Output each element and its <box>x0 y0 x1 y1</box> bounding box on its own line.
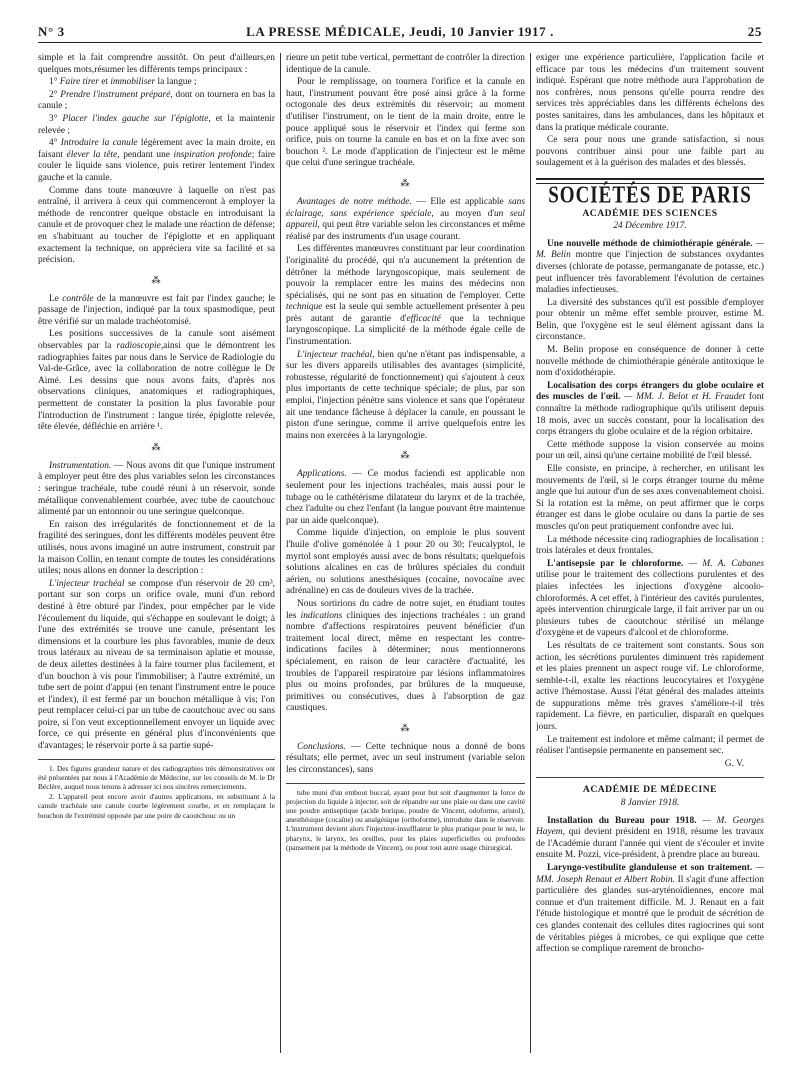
column-3 <box>536 53 764 1053</box>
paragraph: Laryngo-vestibulite glanduleuse et son traitement. — MM. Joseph Renaut et Albert Robin. Il s'agit d'une affection particulière des glandes sus-aryténoïdiennes, encore mal connue et d'un traitement difficile. M. J. Renaut en a fait l'étude histologique et montré que le produit de sécrétion de ces glandes contenait des cellules dites ragiocrines qui sont de véritables pièges à microbes, ce qui explique que cette affection se complique rarement de broncho- <box>536 863 764 955</box>
academy-heading: ACADÉMIE DES SCIENCES <box>582 207 718 219</box>
step-4: 4° Introduire la canule légèrement avec la main droite, en faisant élever la tête, pendant une inspiration profonde; faire couler le liquide sans violence, puis retirer lentement l'index gauche et la canule. <box>38 138 275 183</box>
paragraph: M. Belin propose en conséquence de donner à cette nouvelle méthode de chimiothérapie générale antitoxique le nom d'oxidothérapie. <box>536 345 764 379</box>
page-header <box>38 20 762 43</box>
footnote-divider <box>38 759 275 760</box>
paragraph: rieure un petit tube vertical, permettant de contrôler la direction identique de la canule. <box>286 53 525 75</box>
academy-heading: ACADÉMIE DE MÉDECINE <box>582 784 718 796</box>
section-stars: ⁂ <box>400 177 411 188</box>
paragraph: Instrumentation. — Nous avons dit que l'unique instrument à employer peut être des plus variables selon les circonstances : seringue trachéale, tube coudé réuni à un réservoir, sonde métallique convenablement courbée, avec tube de caoutchouc alimenté par un entonnoir ou une seringue quelconque. <box>38 460 275 518</box>
step-3: 3° Placer l'index gauche sur l'épiglotte, et la maintenir relevée ; <box>38 113 275 136</box>
meeting-date: 8 Janvier 1918. <box>620 798 680 809</box>
journal-title: LA PRESSE MÉDICALE, Jeudi, 10 Janvier 1917 . <box>246 24 554 39</box>
paragraph: Nous sortirions du cadre de notre sujet, en étudiant toutes les indications cliniques des injections trachéales : un grand nombre d'affections respiratoires peuvent bénéficier d'un traitement local direct, même en respectant les contre-indications faciles à déterminer; nous mentionnerons spécialement, en raison de leur caractère d'actualité, les troubles de l'appareil respiratoire par lésions inflammatoires plus ou moins profondes, par brûlures de la muqueuse, primitives ou consécutives, dues à l'absorption de gaz caustiques. <box>286 598 525 714</box>
paragraph: En raison des irrégularités de fonctionnement et de la fragilité des seringues, dont les différents modèles peuvent être utilisés, nous avons imaginé un autre instrument, construit par la maison Collin, en tenant compte de toutes les considérations utiles; nous allons en donner la description : <box>38 519 275 577</box>
paragraph: simple et la fait comprendre aussitôt. On peut d'ailleurs,en quelques mots,résumer les différents temps principaux : <box>38 53 275 75</box>
paragraph: Le traitement est indolore et même calmant; il permet de réaliser l'antisepsie permanente en pansement sec. <box>536 734 764 757</box>
paragraph: Comme liquide d'injection, on emploie le plus souvent l'huile d'olive goménolée à 1 pour 20 ou 30; l'eucalyptol, le myrtol sont employés aussi avec de bons résultats; quelquefois solutions alcalines en cas de brûlures spéciales du conduit aérien, ou solutions anesthésiques (cocaïne, novocaïne avec adrénaline) en cas de douleurs vives de la trachée. <box>286 528 525 597</box>
paragraph: Une nouvelle méthode de chimiothérapie générale. — M. Belin montre que l'injection de substances oxydantes diverses (chlorate de potasse, permanganate de potasse, etc.) peut influencer très favorablement l'évolution de certaines maladies infectieuses. <box>536 238 764 296</box>
step-2: 2° Prendre l'instrument préparé, dont on tournera en bas la canule ; <box>38 89 275 112</box>
paragraph: Le contrôle de la manœuvre est fait par l'index gauche; le passage de l'injection, indiqué par la toux spasmodique, peut être vérifié sur un malade trachéotomisé. <box>38 293 275 327</box>
paragraph: L'injecteur trachéal, bien qu'ne n'étant pas indispensable, a sur les divers appareils utilisables des avantages (simplicité, robustesse, régularité de fonctionnement) qui s'ajoutent à ceux plus importants de cette technique spéciale; de plus, par son emploi, l'injection pénètre sans violence et sans que l'opérateur ait une tendance fâcheuse à déplacer la canule, en poussant le piston d'une seringue, comme il arrive quelquefois entre les mains non exercées à la laryngologie. <box>286 349 525 441</box>
section-stars: ⁂ <box>151 274 162 285</box>
paragraph: Les résultats de ce traitement sont constants. Sous son action, les sécrétions purulentes diminuent très rapidement et les plaies prennent un aspect rouge vif. Le chloroforme, semble-t-il, exalte les réactions leucocytaires et l'oxygène active l'hémostase. Aussi l'état général des malades atteints de suppurations même très graves s'améliore-t-il très rapidement. La fièvre, en particulier, disparaît en quelques jours. <box>536 640 764 733</box>
paragraph: Les positions successives de la canule sont aisément observables par la radioscopie,ainsi que le démontrent les radiographies faites par nous dans le Service de Radiologie du Val-de-Grâce, avec la collaboration de notre collègue le Dr Aimé. Les dessins que nous avons faits, d'après nos observations cliniques, anatomiques et radiographiques, permettent de constater la position la plus favorable pour l'introduction de l'instrument : langue tirée, épiglotte relevée, tête élevée, défléchie en arrière ¹. <box>38 329 275 433</box>
meeting-date: 24 Décembre 1917. <box>613 221 687 232</box>
author-initials: G. V. <box>724 758 744 769</box>
paragraph: Localisation des corps étrangers du globe oculaire et des muscles de l'œil. — MM. J. Belot et H. Fraudet font connaître la méthode radiographique qu'ils utilisent depuis 18 mois, avec un succès constant, pour la localisation des corps étrangers du globe oculaire et de la région orbitaire. <box>536 380 764 438</box>
section-divider <box>536 777 764 778</box>
paragraph: Pour le remplissage, on tournera l'orifice et la canule en haut, l'instrument pouvant être posé ainsi grâce à la forme octogonale des deux extrémités du réservoir; au moment d'utiliser l'instrument, on le tient de la main droite, entre le pouce appliqué sous le réservoir et l'index qui ferme son orifice, puis on tourne la canule en bas et on la fixe avec son bouchon ². Le mode d'application de l'injecteur est le même que celui d'une seringue trachéale. <box>286 77 525 169</box>
paragraph: Comme dans toute manœuvre à laquelle on n'est pas entraîné, il arrivera à ceux qui commenceront à employer la méthode de rencontrer quelque obstacle en introduisant la canule et de provoquer chez le malade une réaction de défense; en s'habituant au toucher de l'épiglotte et en appliquant exactement la technique, on appréciera vite sa facilité et sa précision. <box>38 185 275 266</box>
column-divider <box>530 53 531 1053</box>
page-number: 25 <box>747 24 762 39</box>
footnote-continued: tube muni d'un embout buccal, ayant pour but soit d'augmenter la force de projection du liquide à injecter, soit de répandre sur une plaie ou dans une cavité une poudre antiseptique (acide borique, poudre de Vincent, odoforme, aristol), anesthésique (cocaïne) ou analgésique (orthoforme), introduite dans le réservoir. L'instrument devient alors l'injecteur-insufflateur le plus pratique pour le nez, le pharynx, le larynx, les oreilles, pour les plaies superficielles ou profondes (pansement par la méthode de Vincent), ou pour tout autre usage chirurgical. <box>286 787 525 852</box>
section-heading: SOCIÉTÉS DE PARIS <box>548 182 752 209</box>
step-1: 1° Faire tirer et immobiliser la langue ; <box>49 77 197 88</box>
column-2 <box>286 53 525 1053</box>
paragraph: Ce sera pour nous une grande satisfaction, si nous pouvons contribuer ainsi pour une faible part au soulagement et à la guérison des malades et des blessés. <box>536 135 764 169</box>
paragraph: Les différentes manœuvres constituant par leur coordination l'originalité du procédé, qui n'a aucunement la prétention de détrôner la méthode laryngoscopique, mais seulement de pouvoir la remplacer entre les mains des médecins non spécialisés, qui ne sont pas en situation de l'employer. Cette technique est la seule qui semble actuellement présenter à peu près autant de garantie d'efficacité que la technique laryngoscopique. La simplicité de la méthode égale celle de l'instrumentation. <box>286 244 525 348</box>
footnote-divider <box>286 783 525 784</box>
paragraph: La méthode nécessite cinq radiographies de localisation : trois latérales et deux frontales. <box>536 534 764 557</box>
paragraph: Applications. — Ce modus faciendi est applicable non seulement pour les injections trachéales, mais aussi pour le tubage ou le cathétérisme dilatateur du larynx et de la trachée, chez l'adulte ou chez l'enfant (la langue pouvant être maintenue par un aide quelconque). <box>286 469 525 526</box>
paragraph: Elle consiste, en principe, à rechercher, en utilisant les mouvements de l'œil, si le corps étranger tourne du même angle que lui autour d'un de ses axes convenablement choisi. Si la rotation est la même, on peut affirmer que le corps étranger est dans le globe oculaire ou dans la partie de ses muscles qu'on peut pratiquement confondre avec lui. <box>536 464 764 532</box>
footnote-2: 2. L'appareil peut encore avoir d'autres applications, en substituant à la canule trachéale une canule courbe légèrement courbe, et en remplaçant le bouchon de l'extrémité opposée par une poire de caoutchouc ou un <box>38 792 275 820</box>
paragraph: Conclusions. — Cette technique nous a donné de bons résultats; elle permet, avec un seul instrument (variable selon les circonstances), sans <box>286 741 525 776</box>
section-stars: ⁂ <box>400 450 411 461</box>
column-divider <box>280 53 281 1053</box>
paragraph: exiger une expérience particulière, l'application facile et efficace par tous les médecins d'un traitement souvent indiqué. Espérant que notre méthode aura l'approbation de nos confrères, nous pensons qu'elle pourra rendre des services très appréciables dans les différents échelons des postes sanitaires, dans les ambulances, dans les hôpitaux et dans la pratique médicale courante. <box>536 53 764 133</box>
section-stars: ⁂ <box>400 722 411 733</box>
column-1 <box>38 53 275 1053</box>
paragraph: L'antisepsie par le chloroforme. — M. A. Cabanes utilise pour le traitement des collections purulentes et des plaies infectées les injections d'oxygène alcoolo-chloroformés. A cet effet, à l'intérieur des cavités purulentes, après intervention chirurgicale large, il fait arriver par un ou plusieurs tubes de caoutchouc stérilisé un mélange d'oxygène et de vapeurs d'alcool et de chloroforme. <box>536 558 764 639</box>
section-stars: ⁂ <box>151 441 162 452</box>
paragraph: La diversité des substances qu'il est possible d'employer pour obtenir un même effet semble prouver, estime M. Belin, que l'oxygène est le seul élément agissant dans la circonstance. <box>536 297 764 343</box>
footnote-1: 1. Des figures grandeur nature et des radiographies très démonstratives ont été présentées par nous à l'Académie de Médecine, sur les conseils de M. le Dr Béclère, auquel nous tenons à adresser ici nos sincères remerciements. <box>38 763 275 792</box>
paragraph: Avantages de notre méthode. — Elle est applicable sans éclairage, sans expérience spéciale, au moyen d'un seul appareil, qui peut être variable selon les circonstances et même réalisé par des instruments d'un usage courant. <box>286 196 525 242</box>
paragraph: Installation du Bureau pour 1918. — M. Georges Hayem, qui devient président en 1918, résume les travaux de l'Académie durant l'année qui vient de s'écouler et invite ensuite M. Pozzi, vice-président, à prendre place au bureau. <box>536 815 764 861</box>
issue-number: N° 3 <box>38 24 65 39</box>
paragraph: L'injecteur trachéal se compose d'un réservoir de 20 cm³, portant sur son corps un orifice ovale, muni d'un rebord destiné à être obturé par l'index, pour empêcher par le vide l'écoulement du liquide, qui s'échappe en soulevant le doigt; à l'une des extrémités se trouve une canule, présentant les dimensions et la courbure les plus favorables, munie de deux trous latéraux au niveau de sa terminaison aplatie et mousse, de deux ailettes destinées à la faire tourner plus facilement, et d'un bouchon à vis pour l'immobiliser; à l'autre extrémité, un tube sert de point d'appui (en tenant l'instrument entre le pouce et l'index), il est fermé par un bouchon métallique à vis; l'on peut remplacer celui-ci par un tube de caoutchouc avec ou sans poire, si l'on veut exceptionnellement envoyer un liquide avec force, ce qui présente en général plus d'inconvénients que d'avantages; le réservoir porte à sa partie supé- <box>38 578 275 752</box>
paragraph: Cette méthode suppose la vision conservée au moins pour un œil, ainsi qu'une certaine mobilité de l'œil blessé. <box>536 439 764 462</box>
